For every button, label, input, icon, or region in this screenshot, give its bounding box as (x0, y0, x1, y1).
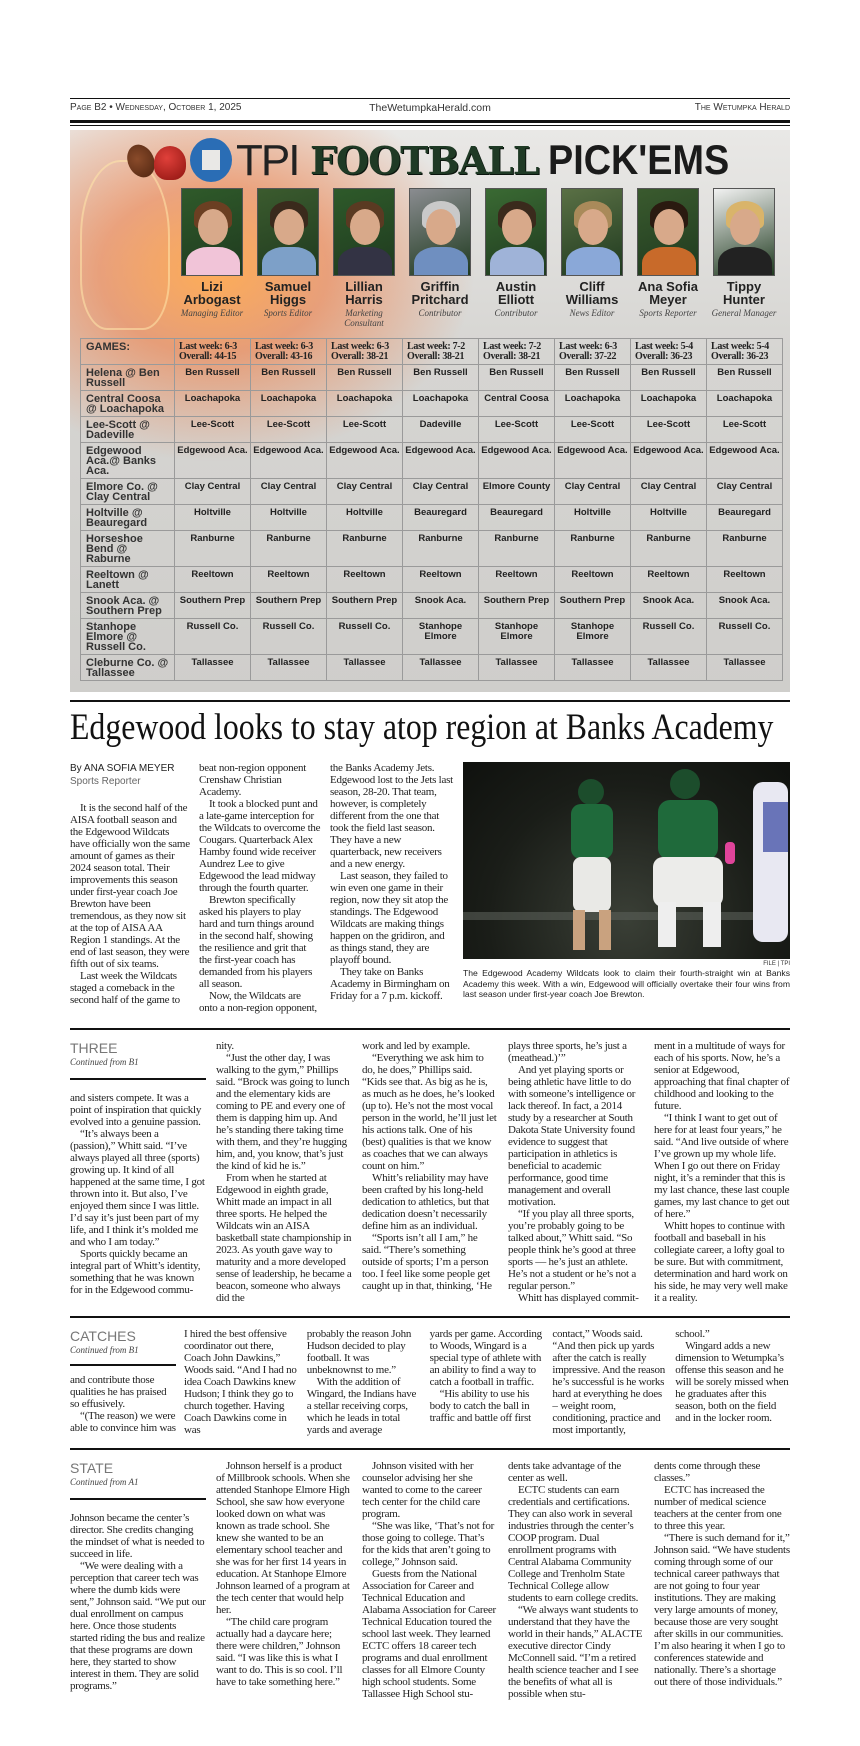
pick-cell: Tallassee (175, 655, 251, 681)
picker-photo (713, 188, 775, 276)
games-label: GAMES: (81, 339, 175, 365)
paragraph: “Just the other day, I was walking to the gym,” Phillips said. “Brock was going to lunch and the elementary kids are coming to PE and every one of them is dapping him up. And he’s standing there taking time with them, and they’re hugging him, and, you know, that’s just the kind of kid he is.” (216, 1052, 350, 1172)
three-column-5 (654, 1040, 790, 1304)
picker-photo (637, 188, 699, 276)
picker-name: Tippy Hunter (723, 279, 765, 307)
pick-cell: Holtville (251, 505, 327, 531)
football-players-image (463, 762, 788, 959)
header-top-rule (70, 98, 790, 99)
pick-cell: Southern Prep (555, 593, 631, 619)
three-section (70, 1040, 790, 1304)
pick-cell: Holtville (631, 505, 707, 531)
pick-cell: Southern Prep (175, 593, 251, 619)
paragraph: Last week the Wildcats staged a comeback in the second half of the game to (70, 970, 180, 1006)
pick-cell: Ben Russell (479, 365, 555, 391)
pick-cell: Russell Co. (251, 619, 327, 655)
game-matchup: Cleburne Co. @ Tallassee (81, 655, 175, 681)
paragraph: nity. (216, 1040, 234, 1052)
football-pickems-graphic (70, 130, 790, 692)
pick-cell: Lee-Scott (555, 417, 631, 443)
pick-cell: Snook Aca. (707, 593, 783, 619)
paragraph: ECTC students can earn credentials and certifications. They can also work in several industries through the center’s COOP program. Dual enrollment programs with Central Alabama Community College and Trenholm State Technical College allow students to earn college credits. (508, 1484, 639, 1604)
picker-photo (257, 188, 319, 276)
paragraph: probably the reason John Hudson decided to play football. It was unbeknownst to me.” (306, 1328, 412, 1376)
page-folio: Page B2 • Wednesday, October 1, 2025 (70, 102, 242, 113)
section-label-state: STATE (70, 1460, 114, 1476)
picker-role: Marketing Consultant (344, 308, 384, 328)
overall-record: Overall: 44-15 (179, 351, 237, 362)
pick-cell: Russell Co. (631, 619, 707, 655)
page-header (70, 102, 790, 116)
pick-cell: Ranburne (327, 531, 403, 567)
paragraph: “We always want students to understand that they have the world in their hands,” ALACTE executive director Cindy McConnell said. “I’m a retired health science teacher and I see the benefits of what all is possible when stu- (508, 1604, 643, 1700)
paragraph: Wingard adds a new dimension to Wetumpka’s offense this season and he will be sorely missed when he graduates after this season, both on the field and in the locker room. (675, 1340, 789, 1424)
state-section (70, 1460, 790, 1700)
pick-cell: Ranburne (555, 531, 631, 567)
catches-column-1 (70, 1328, 176, 1436)
picker-record (479, 339, 555, 365)
shirt (186, 247, 240, 276)
picker-record (175, 339, 251, 365)
catches-section (70, 1328, 790, 1436)
state-column-3 (362, 1460, 498, 1700)
paragraph: and sisters compete. It was a point of inspiration that quickly evolved into a genuine passion. (70, 1092, 202, 1128)
section-rule-three (70, 1028, 790, 1030)
last-week-record: Last week: 5-4 (635, 341, 694, 352)
overall-record: Overall: 43-16 (255, 351, 313, 362)
pick-cell: Clay Central (555, 479, 631, 505)
pick-cell: Edgewood Aca. (175, 443, 251, 479)
pick-cell: Edgewood Aca. (251, 443, 327, 479)
table-row (81, 391, 783, 417)
state-column-5 (654, 1460, 790, 1700)
paragraph: Whitt has displayed commit- (518, 1292, 639, 1304)
face (198, 209, 228, 245)
picker-card (554, 280, 630, 318)
paragraph: Now, the Wildcats are onto a non-region opponent, (199, 990, 317, 1014)
paragraph: contact,” Woods said. “And then pick up yards after the catch is really impressive. And the reason he’s successful is he works hard at everything he does – weight room, conditioning, practice and most importantly, (552, 1328, 666, 1436)
face (730, 209, 760, 245)
pick-cell: Loachapoka (327, 391, 403, 417)
shirt (566, 247, 620, 276)
last-week-record: Last week: 7-2 (407, 341, 466, 352)
pick-cell: Ranburne (479, 531, 555, 567)
pick-cell: Russell Co. (707, 619, 783, 655)
pick-cell: Beauregard (479, 505, 555, 531)
pick-cell: Reeltown (251, 567, 327, 593)
pick-cell: Loachapoka (631, 391, 707, 417)
helmet-icon (154, 146, 186, 180)
picker-name: Austin Elliott (495, 279, 537, 307)
face (274, 209, 304, 245)
pick-cell: Lee-Scott (707, 417, 783, 443)
section-label-catches: CATCHES (70, 1328, 136, 1344)
pick-cell: Holtville (175, 505, 251, 531)
picker-card (402, 280, 478, 318)
header-double-rule-thin (70, 125, 790, 126)
photo-caption: The Edgewood Academy Wildcats look to claim their fourth-straight win at Banks Academy this week. With a win, Edgewood will officially overtake their four wins from last season under first-year coach Joe Brewton. (463, 968, 790, 999)
pick-cell: Ranburne (175, 531, 251, 567)
picker-name: Ana Sofia Meyer (638, 279, 698, 307)
paragraph: ment in a multitude of ways for each of his sports. Now, he’s a senior at Edgewood, approaching that final chapter of childhood and looking to the future. (654, 1040, 790, 1112)
picker-card (174, 280, 250, 318)
game-matchup: Reeltown @ Lanett (81, 567, 175, 593)
paragraph: Johnson herself is a product of Millbrook schools. When she attended Stanhope Elmore High School, she saw how everyone looked down on what was known as trade school. She knew she wanted to be an elementary school teacher and she was for her first 14 years in education. At Stanhope Elmore Johnson learned of a program at the tech center that would help her. (216, 1460, 350, 1616)
short-rule (70, 1364, 176, 1366)
picker-card (706, 280, 782, 318)
pick-cell: Ben Russell (175, 365, 251, 391)
paragraph: And yet playing sports or being athletic have little to do with someone’s intelligence or lack thereof. In fact, a 2014 study by a researcher at South Dakota State University found evidence to suggest that participation in athletics is beneficial to academic performance, good time management and overall motivation. (508, 1064, 636, 1208)
article-headline: Edgewood looks to stay atop region at Banks Academy (70, 707, 774, 748)
pick-cell: Clay Central (327, 479, 403, 505)
pick-cell: Tallassee (555, 655, 631, 681)
pick-cell: Reeltown (707, 567, 783, 593)
pick-cell: Snook Aca. (403, 593, 479, 619)
pick-cell: Lee-Scott (175, 417, 251, 443)
pick-cell: Southern Prep (479, 593, 555, 619)
overall-record: Overall: 38-21 (331, 351, 389, 362)
picker-name: Lizi Arbogast (183, 279, 241, 307)
paragraph: “If you play all three sports, you’re probably going to be talked about,” Whitt said. “So people think he’s good at three sports — he’s just an athlete. He’s not a student or he’s not a regular person.” (508, 1208, 636, 1292)
pick-cell: Clay Central (175, 479, 251, 505)
pick-cell: Clay Central (251, 479, 327, 505)
catches-column-3 (307, 1328, 422, 1436)
last-week-record: Last week: 5-4 (711, 341, 770, 352)
pick-cell: Edgewood Aca. (403, 443, 479, 479)
pick-cell: Tallassee (403, 655, 479, 681)
shirt (338, 247, 392, 276)
pick-cell: Ranburne (631, 531, 707, 567)
table-row (81, 593, 783, 619)
byline-role: Sports Reporter (70, 776, 141, 787)
paragraph: Brewton specifically asked his players to play hard and turn things around in the second half, showing the resilience and grit that the first-year coach has demanded from his players all season. (199, 894, 314, 990)
overall-record: Overall: 36-23 (635, 351, 693, 362)
paragraph: “Sports isn’t all I am,” he said. “There’s something outside of sports; I’m a person too. I feel like some people get caught up in that, thinking, ‘He (362, 1232, 492, 1292)
paragraph: It took a blocked punt and a late-game interception for the Wildcats to overcome the Cougars. Quarterback Alex Hamby found wide receiver Aundrez Lee to give Edgewood the lead midway through the fourth quarter. (199, 798, 321, 894)
pick-cell: Stanhope Elmore (555, 619, 631, 655)
short-rule (70, 1498, 206, 1500)
paragraph: dents come through these classes.” (654, 1460, 761, 1484)
table-row (81, 505, 783, 531)
pick-cell: Reeltown (403, 567, 479, 593)
last-week-record: Last week: 6-3 (255, 341, 314, 352)
table-row (81, 567, 783, 593)
picker-role: Contributor (494, 308, 538, 318)
pick-cell: Edgewood Aca. (631, 443, 707, 479)
shirt (414, 247, 468, 276)
pick-cell: Reeltown (555, 567, 631, 593)
pick-cell: Loachapoka (175, 391, 251, 417)
paragraph: the Banks Academy Jets. Edgewood lost to the Jets last season, 28-20. That team, however, is completely different from the one that took the field last season. They have a new quarterback, new receivers and a new energy. (330, 762, 453, 870)
pick-cell: Loachapoka (251, 391, 327, 417)
paragraph: Johnson visited with her counselor advising her she wanted to come to the career tech center for the child care program. (362, 1460, 482, 1520)
paragraph: “I think I want to get out of here for at least four years,” he said. “And live outside of where I’ve grown up my whole life. When I go out there on Friday night, it’s a reminder that this is my last chance, these last couple games, my last chance to get out of here.” (654, 1112, 790, 1220)
picker-name: Griffin Pritchard (411, 279, 469, 307)
picker-photo (561, 188, 623, 276)
picker-photo (333, 188, 395, 276)
last-week-record: Last week: 6-3 (179, 341, 238, 352)
picker-name: Cliff Williams (565, 279, 619, 307)
paragraph: Last season, they failed to win even one game in their region, now they sit atop the standings. The Edgewood Wildcats are making things happen on the gridiron, and as things stand, they are playoff bound. (330, 870, 449, 966)
picker-record (555, 339, 631, 365)
pick-cell: Holtville (555, 505, 631, 531)
table-row (81, 479, 783, 505)
table-row (81, 655, 783, 681)
pick-cell: Tallassee (479, 655, 555, 681)
pick-cell: Tallassee (251, 655, 327, 681)
paragraph: Whitt’s reliability may have been crafted by his long-held dedication to athletics, but that dedication doesn’t necessarily define him as an individual. (362, 1172, 490, 1232)
table-row (81, 365, 783, 391)
pick-cell: Ben Russell (403, 365, 479, 391)
three-column-4 (508, 1040, 644, 1304)
pick-cell: Tallassee (631, 655, 707, 681)
three-column-3 (362, 1040, 498, 1304)
paragraph: Guests from the National Association for Career and Technical Education and Alabama Association for Career Technical Education toured the school last week. They learned ECTC offers 18 career tech programs and dual enrollment classes for all Elmore County high school students. Some Tallassee High School stu- (362, 1568, 496, 1700)
catches-column-5 (552, 1328, 667, 1436)
game-matchup: Lee-Scott @ Dadeville (81, 417, 175, 443)
pick-cell: Loachapoka (707, 391, 783, 417)
paragraph: “His ability to use his body to catch the ball in traffic and battle off first (429, 1388, 531, 1424)
picker-name: Lillian Harris (345, 279, 383, 307)
game-matchup: Edgewood Aca.@ Banks Aca. (81, 443, 175, 479)
pick-cell: Beauregard (403, 505, 479, 531)
section-rule-catches (70, 1316, 790, 1318)
table-row (81, 417, 783, 443)
pick-cell: Snook Aca. (631, 593, 707, 619)
pick-cell: Edgewood Aca. (707, 443, 783, 479)
three-column-1 (70, 1040, 206, 1304)
paragraph: Sports quickly became an integral part of Whitt’s identity, something that he was known for in the Edgewood commu- (70, 1248, 201, 1296)
pick-cell: Elmore County (479, 479, 555, 505)
section-rule-state (70, 1448, 790, 1450)
face (426, 209, 456, 245)
pick-cell: Ben Russell (555, 365, 631, 391)
pick-cell: Edgewood Aca. (479, 443, 555, 479)
picker-card (250, 280, 326, 318)
pick-cell: Clay Central (631, 479, 707, 505)
paragraph: “We were dealing with a perception that career tech was where the dumb kids were sent,” Johnson said. “We put our dual enrollment on campus here. Once those students started riding the bus and realize that these programs are down here, they started to show interest in them. They are solid programs.” (70, 1560, 206, 1692)
catches-column-6 (675, 1328, 790, 1436)
catches-column-4 (430, 1328, 545, 1436)
game-matchup: Horseshoe Bend @ Raburne (81, 531, 175, 567)
picker-record (403, 339, 479, 365)
last-week-record: Last week: 7-2 (483, 341, 542, 352)
face (654, 209, 684, 245)
tpi-logo-icon (190, 138, 232, 182)
game-matchup: Stanhope Elmore @ Russell Co. (81, 619, 175, 655)
pick-cell: Lee-Scott (327, 417, 403, 443)
paragraph: It is the second half of the AISA football season and the Edgewood Wildcats have officially won the same amount of games as their 2024 season total. Their improvements this season under first-year coach Joe Brewton have been tremendous, as they now sit at the top of AISA AA Region 1 standings. At the end of last season, they were fifth out of six teams. (70, 802, 190, 970)
pick-cell: Reeltown (327, 567, 403, 593)
state-column-1 (70, 1460, 206, 1700)
picker-photo (409, 188, 471, 276)
pick-cell: Loachapoka (403, 391, 479, 417)
state-column-2 (216, 1460, 352, 1700)
pick-cell: Clay Central (707, 479, 783, 505)
pick-cell: Edgewood Aca. (327, 443, 403, 479)
pick-cell: Southern Prep (251, 593, 327, 619)
picker-card (326, 280, 402, 328)
shirt (718, 247, 772, 276)
pick-cell: Tallassee (707, 655, 783, 681)
paragraph: dents take advantage of the center as well. (508, 1460, 621, 1484)
table-row (81, 531, 783, 567)
last-week-record: Last week: 6-3 (331, 341, 390, 352)
pick-cell: Ranburne (403, 531, 479, 567)
overall-record: Overall: 36-23 (711, 351, 769, 362)
paragraph: “Everything we ask him to do, he does,” Phillips said. “Kids see that. As big as he is, as much as he does, he’s looked (up to). He’s not the most vocal person in the world, he’ll just let his actions talk. One of his (best) qualities is that we know as coaches that we can always count on him.” (362, 1052, 497, 1172)
pick-cell: Reeltown (175, 567, 251, 593)
pick-cell: Russell Co. (327, 619, 403, 655)
pick-cell: Beauregard (707, 505, 783, 531)
paragraph: school.” (675, 1328, 710, 1340)
article-top-rule (70, 700, 790, 702)
pick-cell: Reeltown (479, 567, 555, 593)
photo-column (463, 762, 790, 1014)
paragraph: “The child care program actually had a daycare here; there were children,” Johnson said. “I was like this is what I want to do. This is so cool. I’ll have to take something here.” (216, 1616, 343, 1688)
game-matchup: Snook Aca. @ Southern Prep (81, 593, 175, 619)
paper-name: The Wetumpka Herald (694, 102, 790, 113)
paragraph: beat non-region opponent Crenshaw Christian Academy. (199, 762, 307, 798)
header-double-rule (70, 120, 790, 123)
pick-cell: Reeltown (631, 567, 707, 593)
pick-cell: Stanhope Elmore (403, 619, 479, 655)
paragraph: yards per game. According to Woods, Wingard is a special type of athlete with an ability to find a way to catch a football in traffic. (429, 1328, 542, 1388)
picker-role: Sports Editor (263, 308, 313, 318)
paragraph: ECTC has increased the number of medical science teachers at the center from one to three this year. (654, 1484, 782, 1532)
pick-cell: Loachapoka (555, 391, 631, 417)
game-matchup: Central Coosa @ Loachapoka (81, 391, 175, 417)
game-matchup: Elmore Co. @ Clay Central (81, 479, 175, 505)
picker-photo (485, 188, 547, 276)
picker-role: Managing Editor (180, 308, 244, 318)
catches-column-2 (184, 1328, 299, 1436)
pick-cell: Lee-Scott (479, 417, 555, 443)
face (578, 209, 608, 245)
pick-cell: Clay Central (403, 479, 479, 505)
paragraph: plays three sports, he’s just a (meathead.)’” (508, 1040, 627, 1064)
pick-cell: Tallassee (327, 655, 403, 681)
pick-cell: Ben Russell (707, 365, 783, 391)
picker-record (251, 339, 327, 365)
pick-cell: Russell Co. (175, 619, 251, 655)
pick-cell: Ben Russell (631, 365, 707, 391)
pick-cell: Holtville (327, 505, 403, 531)
logo-text: TPI (236, 136, 299, 185)
picker-card (630, 280, 706, 318)
last-week-record: Last week: 6-3 (559, 341, 618, 352)
articles-area (70, 700, 790, 1732)
picker-card (478, 280, 554, 318)
face (502, 209, 532, 245)
picker-role: Contributor (418, 308, 462, 318)
article-column-2 (199, 762, 321, 1014)
three-column-2 (216, 1040, 352, 1304)
pick-cell: Stanhope Elmore (479, 619, 555, 655)
pick-cell: Central Coosa (479, 391, 555, 417)
paragraph: “It’s always been a (passion),” Whitt said. “I’ve always played all three (sports) growing up. It kind of all happened at the same time, I got thrown into it. But also, I’ve enjoyed them since I was little. I’d say it’s just been part of my life, and I think it’s molded me and who I am today.” (70, 1128, 205, 1248)
picker-role: General Manager (711, 308, 777, 318)
article-photo[interactable] (463, 762, 790, 959)
picker-record (707, 339, 783, 365)
overall-record: Overall: 37-22 (559, 351, 617, 362)
shirt (262, 247, 316, 276)
paragraph: I hired the best offensive coordinator out there, Coach John Dawkins,” Woods said. “And I had no idea Coach Dawkins knew Hudson; I think they go to church together. Having Coach Dawkins come in was (184, 1328, 297, 1436)
paragraph: With the addition of Wingard, the Indians have a stellar receiving corps, which he leads in total yards and average (306, 1376, 417, 1436)
face (350, 209, 380, 245)
picker-photo (181, 188, 243, 276)
paragraph: “She was like, ‘That’s not for those going to college. That’s for the kids that aren’t going to college,” Johnson said. (362, 1520, 495, 1568)
byline: By ANA SOFIA MEYER (70, 763, 175, 774)
article-column-3 (330, 762, 454, 1014)
pick-cell: Lee-Scott (631, 417, 707, 443)
picks-table (80, 338, 783, 681)
short-rule (70, 1078, 206, 1080)
pick-cell: Ben Russell (251, 365, 327, 391)
table-header-row (81, 339, 783, 365)
pick-cell: Ranburne (251, 531, 327, 567)
game-matchup: Helena @ Ben Russell (81, 365, 175, 391)
overall-record: Overall: 38-21 (483, 351, 541, 362)
paragraph: “There is such demand for it,” Johnson said. “We have students coming through some of our technical career pathways that are not going to four year institutions. They are making very large amounts of money, because those are very sought after skills in our communities. I’m also hearing it when I go to conferences statewide and nationally. There’s a shortage out there of those individuals.” (654, 1532, 790, 1688)
article-column-1 (70, 762, 190, 1014)
state-column-4 (508, 1460, 644, 1700)
pick-cell: Dadeville (403, 417, 479, 443)
pick-cell: Edgewood Aca. (555, 443, 631, 479)
continued-from-label: Continued from B1 (70, 1057, 139, 1067)
shirt (490, 247, 544, 276)
paragraph: Johnson became the center’s director. She credits changing the mindset of what is needed to succeed in life. (70, 1512, 205, 1560)
picker-record (327, 339, 403, 365)
table-row (81, 619, 783, 655)
paragraph: Whitt hopes to continue with football and baseball in his collegiate career, a lofty goal to be sure. But with commitment, determination and hard work on his side, he may very well make it a reality. (654, 1220, 788, 1304)
title-pickems: PICK'EMS (548, 136, 730, 183)
main-article (70, 762, 790, 1014)
paragraph: From when he started at Edgewood in eighth grade, Whitt made an impact in all three sports. He helped the Wildcats win an AISA basketball state championship in 2023. As youth gave way to maturity and a more developed sense of leadership, he became a beacon, someone who always did the (216, 1172, 352, 1304)
overall-record: Overall: 38-21 (407, 351, 465, 362)
paragraph: They take on Banks Academy in Birmingham on Friday for a 7 p.m. kickoff. (330, 966, 450, 1002)
picker-record (631, 339, 707, 365)
section-label-three: THREE (70, 1040, 118, 1056)
title-football: FOOTBALL (310, 138, 539, 183)
continued-from-label: Continued from A1 (70, 1477, 139, 1487)
picker-role: Sports Reporter (639, 308, 697, 318)
paragraph: work and led by example. (362, 1040, 470, 1052)
site-url[interactable]: TheWetumpkaHerald.com (369, 102, 491, 114)
picker-name: Samuel Higgs (264, 279, 312, 307)
pick-cell: Ranburne (707, 531, 783, 567)
pick-cell: Ben Russell (327, 365, 403, 391)
photo-credit: FILE | TPI (763, 961, 790, 967)
shirt (642, 247, 696, 276)
paragraph: “(The reason) we were able to convince him was (70, 1410, 176, 1434)
picker-role: News Editor (569, 308, 615, 318)
continued-from-label: Continued from B1 (70, 1345, 139, 1355)
glowing-player-illustration (80, 160, 170, 330)
table-row (81, 443, 783, 479)
game-matchup: Holtville @ Beauregard (81, 505, 175, 531)
paragraph: and contribute those qualities he has praised so effusively. (70, 1374, 167, 1410)
pick-cell: Lee-Scott (251, 417, 327, 443)
pick-cell: Southern Prep (327, 593, 403, 619)
